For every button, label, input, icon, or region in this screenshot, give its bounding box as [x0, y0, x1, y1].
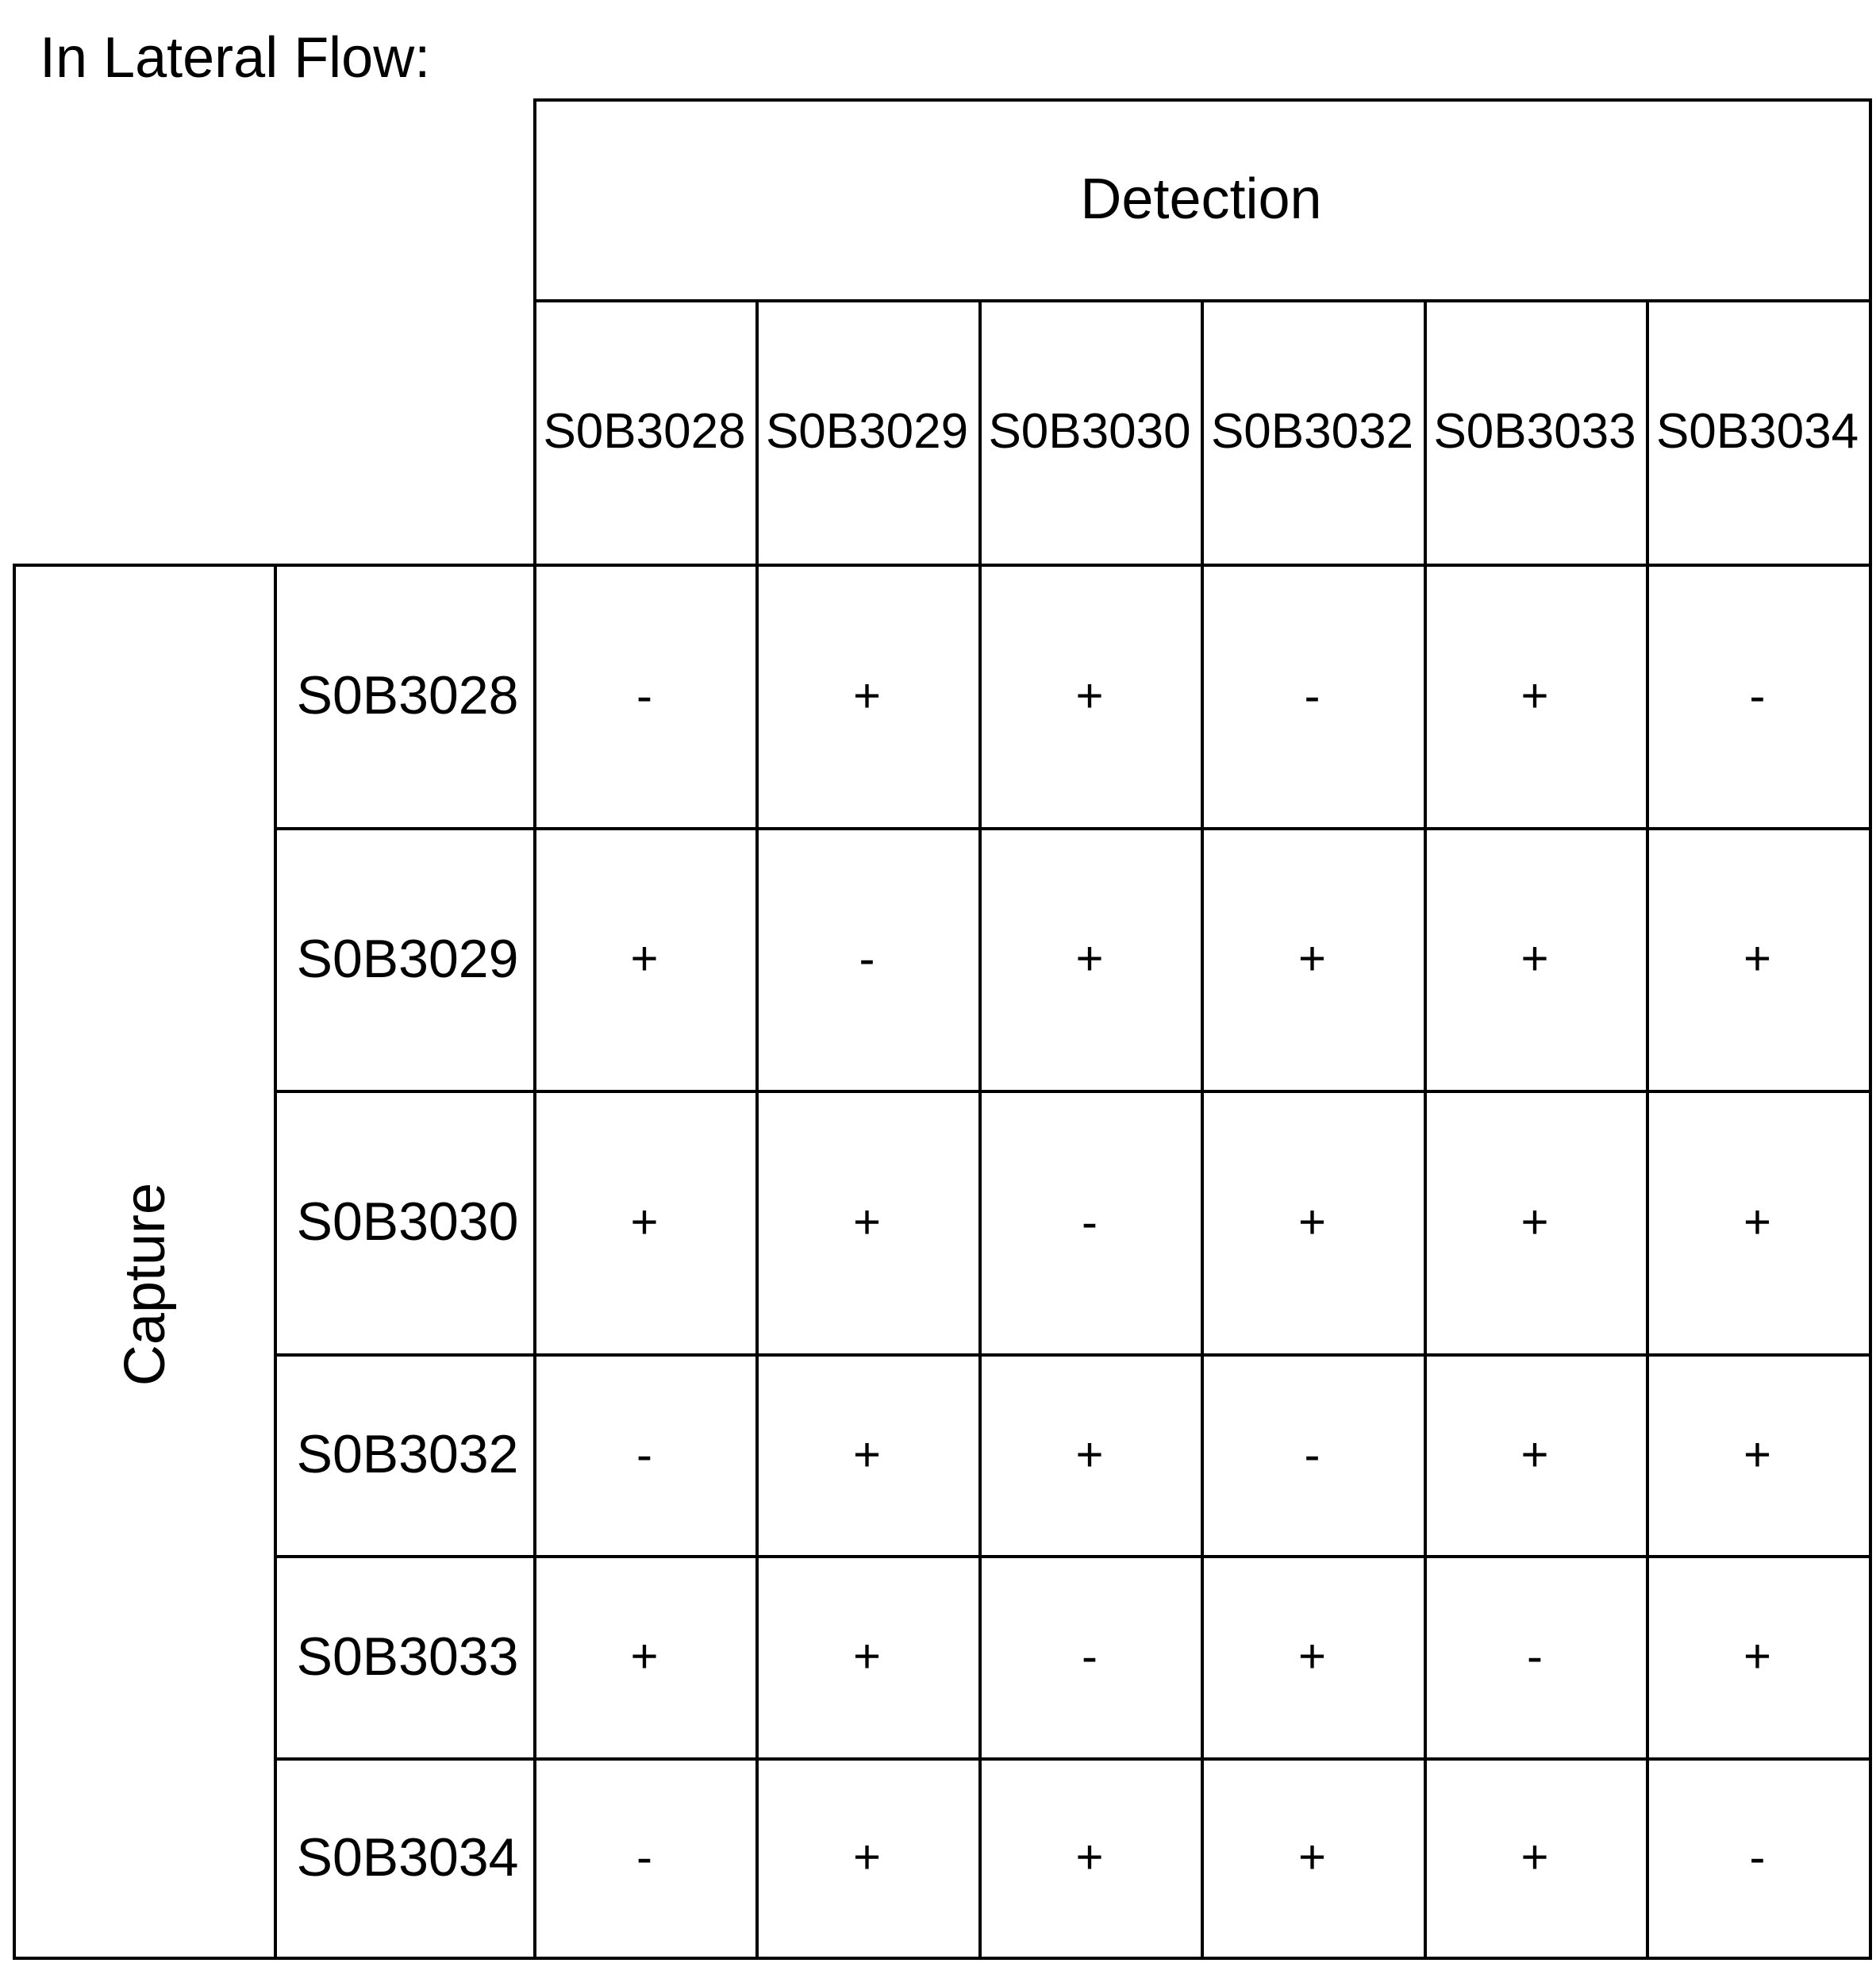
positive-mark: +: [1743, 932, 1772, 985]
negative-mark: -: [1749, 1830, 1766, 1884]
positive-mark: +: [630, 1195, 659, 1249]
capture-group-label: Capture: [113, 1182, 177, 1386]
positive-mark: +: [1075, 1427, 1104, 1481]
negative-mark: -: [636, 1830, 652, 1884]
negative-mark: -: [636, 668, 652, 722]
positive-mark: +: [1075, 932, 1104, 985]
row-header: S0B3028: [296, 665, 519, 726]
positive-mark: +: [1743, 1630, 1772, 1683]
column-header: S0B3032: [1210, 404, 1414, 459]
positive-mark: +: [1075, 668, 1104, 722]
negative-mark: -: [1082, 1630, 1098, 1683]
column-header: S0B3030: [988, 404, 1191, 459]
positive-mark: +: [852, 1427, 882, 1481]
negative-mark: -: [1749, 668, 1766, 722]
row-header: S0B3029: [296, 928, 519, 989]
column-header: S0B3028: [543, 404, 746, 459]
positive-mark: +: [1520, 932, 1549, 985]
positive-mark: +: [1297, 1195, 1327, 1249]
positive-mark: +: [852, 1630, 882, 1683]
capture-left-border: [13, 564, 16, 1960]
positive-mark: +: [1075, 1830, 1104, 1884]
positive-mark: +: [1520, 1830, 1549, 1884]
positive-mark: +: [852, 668, 882, 722]
column-header: S0B3034: [1655, 404, 1859, 459]
positive-mark: +: [1520, 1427, 1549, 1481]
positive-mark: +: [1297, 1630, 1327, 1683]
negative-mark: -: [1527, 1630, 1543, 1683]
detection-group-label: Detection: [1080, 167, 1322, 231]
positive-mark: +: [852, 1830, 882, 1884]
negative-mark: -: [1304, 1427, 1321, 1481]
positive-mark: +: [1520, 668, 1549, 722]
negative-mark: -: [1082, 1195, 1098, 1249]
column-divider: [1869, 98, 1872, 1960]
column-header: S0B3029: [765, 404, 969, 459]
positive-mark: +: [852, 1195, 882, 1249]
row-header-divider: [274, 564, 277, 1960]
positive-mark: +: [630, 1630, 659, 1683]
row-header: S0B3033: [296, 1626, 519, 1687]
page-title: In Lateral Flow:: [40, 26, 431, 90]
negative-mark: -: [1304, 668, 1321, 722]
negative-mark: -: [859, 932, 875, 985]
row-header: S0B3030: [296, 1191, 519, 1252]
positive-mark: +: [1297, 1830, 1327, 1884]
positive-mark: +: [630, 932, 659, 985]
negative-mark: -: [636, 1427, 652, 1481]
positive-mark: +: [1743, 1427, 1772, 1481]
column-header: S0B3033: [1433, 404, 1636, 459]
positive-mark: +: [1297, 932, 1327, 985]
positive-mark: +: [1520, 1195, 1549, 1249]
row-header: S0B3034: [296, 1826, 519, 1888]
table-bottom-border: [13, 1957, 1872, 1960]
positive-mark: +: [1743, 1195, 1772, 1249]
row-header: S0B3032: [296, 1424, 519, 1484]
